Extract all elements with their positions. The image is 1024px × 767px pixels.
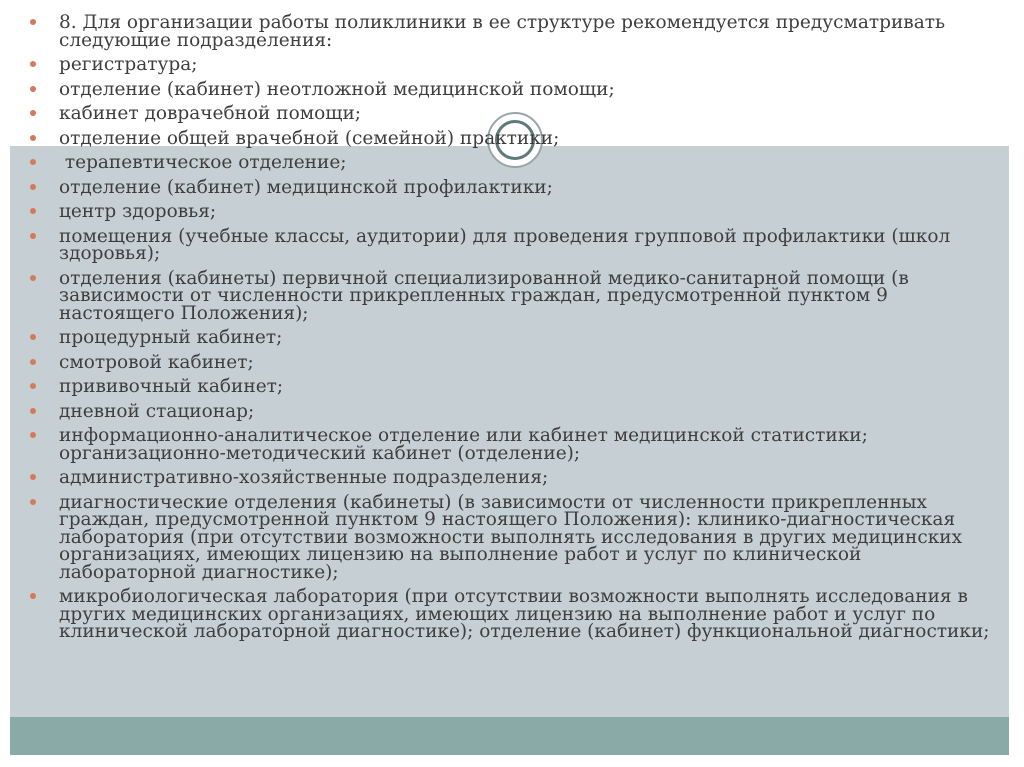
bullet-icon bbox=[30, 474, 36, 480]
bullet-icon bbox=[30, 275, 36, 281]
bullet-icon bbox=[30, 61, 36, 67]
list-item bbox=[30, 469, 990, 487]
list-item bbox=[30, 154, 990, 172]
bullet-icon bbox=[30, 593, 36, 599]
list-item-text: микробиологическая лаборатория (при отсутствии возможности выполнять исследования в других медицинских организациях, имеющих лицензию на выполнение работ и услуг по клинической лабораторной диагностике); отделение (кабинет) функциональной диагностики; bbox=[59, 586, 990, 642]
bullet-icon bbox=[30, 499, 36, 505]
bullet-icon bbox=[30, 159, 36, 165]
bullet-icon bbox=[30, 19, 36, 25]
list-item bbox=[30, 378, 990, 396]
list-item-text: регистратура; bbox=[59, 54, 198, 75]
list-item bbox=[30, 127, 990, 149]
bullet-icon bbox=[30, 233, 36, 239]
list-item-text: диагностические отделения (кабинеты) (в зависимости от численности прикрепленных граждан, предусмотренной пунктом 9 настоящего Положения): клинико-диагностическая лаборатория (при отсутствии возможности выполнять исследования в других медицинских организациях, имеющих лицензию на выполнение работ и услуг по клинической лабораторной диагностике); bbox=[59, 491, 963, 583]
bullet-icon bbox=[30, 208, 36, 214]
bullet-icon bbox=[30, 383, 36, 389]
list-item bbox=[30, 225, 990, 264]
list-item bbox=[30, 491, 990, 583]
list-item bbox=[30, 267, 990, 324]
list-item bbox=[30, 400, 990, 422]
bullet-icon bbox=[30, 432, 36, 438]
bullet-icon bbox=[30, 110, 36, 116]
list-item-text: прививочный кабинет; bbox=[59, 376, 284, 397]
list-item bbox=[30, 176, 990, 198]
bullet-icon bbox=[30, 408, 36, 414]
list-item-text: информационно-аналитическое отделение или кабинет медицинской статистики; организационно-методический кабинет (отделение); bbox=[59, 425, 868, 464]
bullet-icon bbox=[30, 334, 36, 340]
bullet-icon bbox=[30, 359, 36, 365]
slide-body bbox=[30, 14, 990, 648]
list-item-text: отделение (кабинет) медицинской профилактики; bbox=[59, 176, 553, 198]
bullet-icon bbox=[30, 86, 36, 92]
list-item-text: помещения (учебные классы, аудитории) для проведения групповой профилактики (школ здоровья); bbox=[59, 225, 951, 264]
list-item bbox=[30, 329, 990, 347]
list-item bbox=[30, 427, 990, 462]
list-item-text: отделения (кабинеты) первичной специализированной медико-санитарной помощи (в зависимости от численности прикрепленных граждан, предусмотренной пунктом 9 настоящего Положения); bbox=[59, 267, 909, 324]
list-item bbox=[30, 351, 990, 373]
list-item-text: терапевтическое отделение; bbox=[59, 152, 347, 173]
list-item bbox=[30, 588, 990, 641]
list-item-text: процедурный кабинет; bbox=[59, 327, 283, 348]
bullet-icon bbox=[30, 135, 36, 141]
list-item-text: центр здоровья; bbox=[59, 201, 217, 222]
list-item-text: отделение (кабинет) неотложной медицинской помощи; bbox=[59, 78, 615, 100]
list-item-text: смотровой кабинет; bbox=[59, 351, 254, 373]
list-item-text: дневной стационар; bbox=[59, 400, 255, 422]
list-item-text: 8. Для организации работы поликлиники в ее структуре рекомендуется предусматривать следующие подразделения: bbox=[59, 12, 946, 51]
list-item bbox=[30, 105, 990, 123]
list-item bbox=[30, 14, 990, 49]
list-item-text: отделение общей врачебной (семейной) практики; bbox=[59, 127, 560, 149]
list-item-text: кабинет доврачебной помощи; bbox=[59, 103, 362, 124]
bullet-list bbox=[30, 14, 990, 641]
list-item bbox=[30, 56, 990, 74]
list-item bbox=[30, 78, 990, 100]
bullet-icon bbox=[30, 184, 36, 190]
list-item bbox=[30, 203, 990, 221]
footer-band bbox=[10, 717, 1009, 755]
list-item-text: административно-хозяйственные подразделения; bbox=[59, 467, 549, 488]
